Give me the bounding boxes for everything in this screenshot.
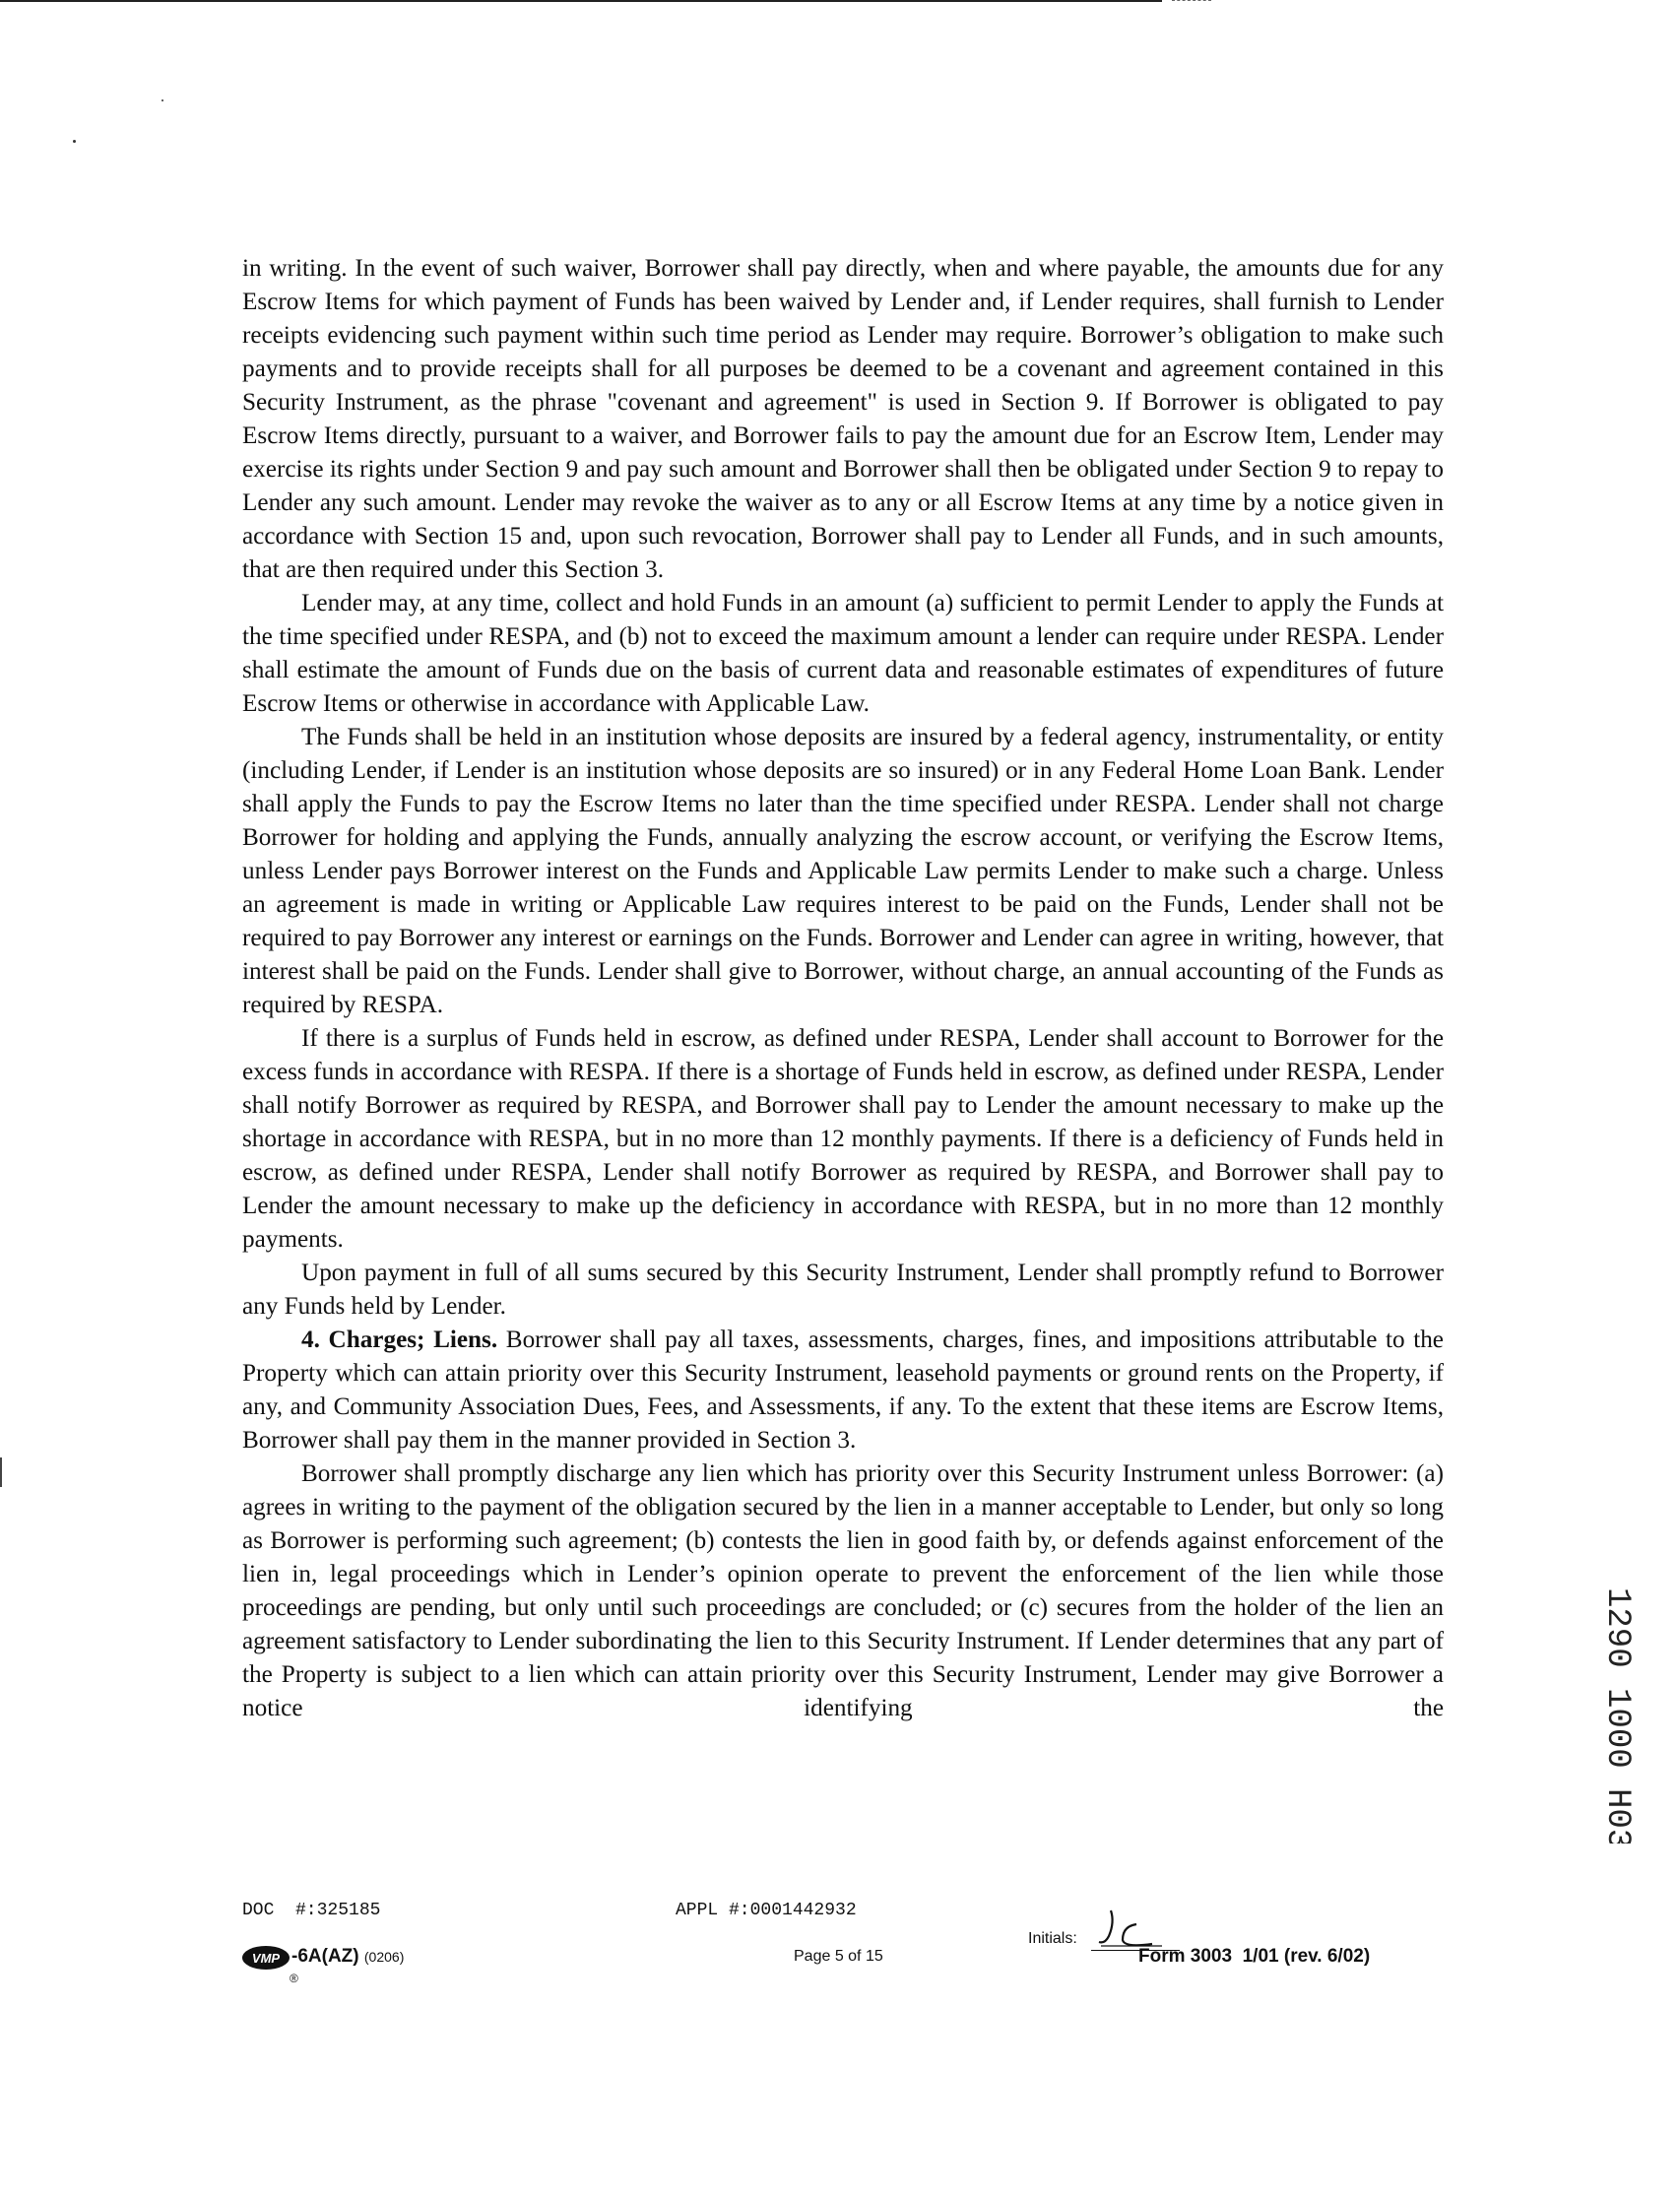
section-heading: 4. Charges; Liens. (301, 1326, 498, 1353)
initials-label: Initials: (1028, 1930, 1077, 1947)
side-stamp-number (1597, 1587, 1637, 1852)
document-body (242, 252, 1444, 1725)
form-code-main: -6A(AZ) (291, 1946, 359, 1967)
paragraph-charges-liens (242, 1324, 1444, 1457)
doc-number: DOC #:325185 (242, 1901, 381, 1920)
top-scan-line (0, 0, 1162, 2)
paragraph-surplus: If there is a surplus of Funds held in escrow, as defined under RESPA, Lender shall account to Borrower for the excess funds in accordance with RESPA. If there is a shortage of Funds held in escrow, as defined under RESPA, Lender shall notify Borrower as required by RESPA, and Borrower shall pay to Lender the amount necessary to make up the shortage in accordance with RESPA, but in no more than 12 monthly payments. If there is a deficiency of Funds held in escrow, as defined under RESPA, Lender shall notify Borrower as required by RESPA, and Borrower shall pay to Lender the amount necessary to make up the deficiency in accordance with RESPA, but in no more than 12 monthly payments. (242, 1025, 1444, 1253)
paragraph-funds-held: The Funds shall be held in an institution whose deposits are insured by a federal agency, instrumentality, or entity (including Lender, if Lender is an institution whose deposits are so insured) or in any Federal Home Loan Bank. Lender shall apply the Funds to pay the Escrow Items no later than the time specified under RESPA. Lender shall not charge Borrower for holding and applying the Funds, annually analyzing the escrow account, or verifying the Escrow Items, unless Lender pays Borrower interest on the Funds and Applicable Law permits Lender to make such a charge. Unless an agreement is made in writing or Applicable Law requires interest to be paid on the Funds, Lender shall not be required to pay Borrower any interest or earnings on the Funds. Borrower and Lender can agree in writing, however, that interest shall be paid on the Funds. Lender shall give to Borrower, without charge, an annual accounting of the Funds as required by RESPA. (242, 724, 1444, 1018)
page-number: Page 5 of 15 (794, 1948, 883, 1965)
scan-speck (73, 140, 76, 143)
scan-speck (162, 99, 163, 101)
section-text: Borrower shall pay all taxes, assessments, charges, fines, and impositions attributable to the Property which can attain priority over this Security Instrument, leasehold payments or ground rents on the Property, if any, and Community Association Dues, Fees, and Assessments, if any. To the extent that these items are Escrow Items, Borrower shall pay them in the manner provided in Section 3. (242, 1326, 1444, 1454)
vmp-logo (242, 1946, 290, 1970)
paragraph-discharge-lien: Borrower shall promptly discharge any lien which has priority over this Security Instrument unless Borrower: (a) agrees in writing to the payment of the obligation secured by the lien in a manner acceptable to Lender, but only so long as Borrower is performing such agreement; (b) contests the lien in good faith by, or defends against enforcement of the lien in, legal proceedings which in Lender’s opinion operate to prevent the enforcement of the lien while those proceedings are pending, but only until such proceedings are concluded; or (c) secures from the holder of the lien an agreement satisfactory to Lender subordinating the lien to this Security Instrument. If Lender determines that any part of the Property is subject to a lien which can attain priority over this Security Instrument, Lender may give Borrower a notice identifying the (242, 1460, 1444, 1721)
vmp-logo-text: VMP (251, 1950, 281, 1966)
form-number: Form 3003 1/01 (rev. 6/02) (1138, 1946, 1371, 1967)
paragraph-collect-funds: Lender may, at any time, collect and hold Funds in an amount (a) sufficient to permit Lender to apply the Funds at the time specified under RESPA, and (b) not to exceed the maximum amount a lender can require under RESPA. Lender shall estimate the amount of Funds due on the basis of current data and reasonable estimates of expenditures of future Escrow Items or otherwise in accordance with Applicable Law. (242, 590, 1444, 717)
paragraph-waiver: in writing. In the event of such waiver, Borrower shall pay directly, when and where payable, the amounts due for any Escrow Items for which payment of Funds has been waived by Lender and, if Lender requires, shall furnish to Lender receipts evidencing such payment within such time period as Lender may require. Borrower’s obligation to make such payments and to provide receipts shall for all purposes be deemed to be a covenant and agreement contained in this Security Instrument, as the phrase "covenant and agreement" is used in Section 9. If Borrower is obligated to pay Escrow Items directly, pursuant to a waiver, and Borrower fails to pay the amount due for an Escrow Item, Lender may exercise its rights under Section 9 and pay such amount and Borrower shall then be obligated under Section 9 to repay to Lender any such amount. Lender may revoke the waiver as to any or all Escrow Items at any time by a notice given in accordance with Section 15 and, upon such revocation, Borrower shall pay to Lender all Funds, and in such amounts, that are then required under this Section 3. (242, 255, 1444, 583)
side-stamp-svg (1597, 1587, 1647, 1844)
registered-mark: ® (290, 1972, 298, 1985)
form-code (291, 1946, 404, 1968)
paragraph-refund: Upon payment in full of all sums secured by this Security Instrument, Lender shall promptly refund to Borrower any Funds held by Lender. (242, 1260, 1444, 1320)
side-stamp-text: 1290 1000 H0300H (1598, 1587, 1636, 1844)
appl-number: APPL #:0001442932 (676, 1901, 857, 1920)
form-code-rev: (0206) (363, 1949, 405, 1965)
top-scan-dash (1172, 0, 1211, 2)
scan-edge-mark (0, 1457, 2, 1487)
